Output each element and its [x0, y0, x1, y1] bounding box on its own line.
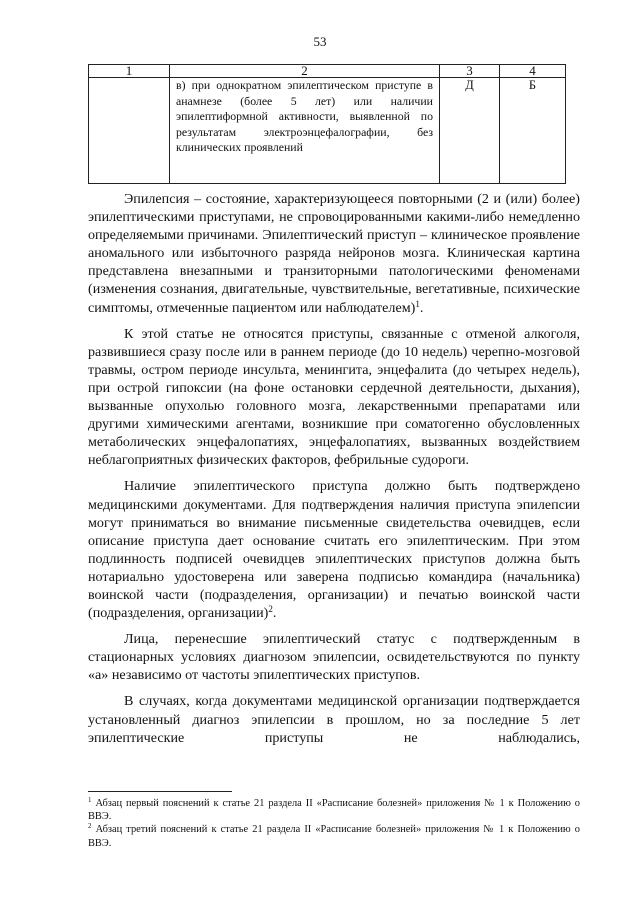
- disease-schedule-table: [88, 64, 566, 184]
- paragraph-text: В случаях, когда документами медицинской организации подтверждается установленный диагноз эпилепсии в прошлом, но за последние 5 лет эпилептические приступы не наблюдались,: [88, 693, 580, 746]
- paragraph: [88, 477, 580, 622]
- footnote-number: 1: [88, 796, 92, 804]
- footnote: [88, 823, 580, 849]
- footnote: [88, 797, 580, 823]
- footnote-ref: 1: [415, 298, 420, 309]
- paragraph: [88, 692, 580, 746]
- paragraph-tail: .: [419, 299, 424, 316]
- table-header-cell: 2: [170, 65, 440, 78]
- category-cell: Б: [500, 78, 566, 184]
- footnote-separator: [88, 791, 232, 792]
- condition-description-cell: в) при однократном эпилептическом приступе в анамнезе (более 5 лет) или наличии эпилептиформной активности, выявленной по результатам электроэнцефалографии, без клинических проявлений: [170, 78, 440, 184]
- footnote-text: Абзац третий пояснений к статье 21 раздела II «Расписание болезней» приложения № 1 к Положению о ВВЭ.: [88, 824, 580, 849]
- paragraph-text: Эпилепсия – состояние, характеризующееся повторными (2 и (или) более) эпилептическими приступами, не спровоцированными какими-либо немедленно определяемыми причинами. Эпилептический приступ – клиническое проявление аномального или избыточного разряда нейронов мозга. Клиническая картина представлена внезапными и транзиторными патологическими феноменами (изменения сознания, двигательные, чувствительные, вегетативные, психические симптомы, отмеченные пациентом или наблюдателем): [88, 191, 580, 316]
- paragraph-text: Лица, перенесшие эпилептический статус с подтвержденным в стационарных условиях диагнозом эпилепсии, освидетельствуются по пункту «а» независимо от частоты эпилептических приступов.: [88, 631, 580, 684]
- footnote-text: Абзац первый пояснений к статье 21 раздела II «Расписание болезней» приложения № 1 к Положению о ВВЭ.: [88, 798, 580, 823]
- body-text: [88, 190, 580, 747]
- paragraph: [88, 630, 580, 684]
- paragraph-text: Наличие эпилептического приступа должно быть подтверждено медицинскими документами. Для подтверждения наличия приступа эпилепсии могут приниматься во внимание письменные свидетельства очевидцев, если описание приступа дает основание считать его эпилептическим. При этом подлинность подписей очевидцев эпилептических приступов должна быть нотариально удостоверена или заверена подписью командира (начальника) воинской части (подразделения, организации) и печатью воинской части (подразделения, организации): [88, 478, 580, 622]
- footnote-ref: 2: [268, 604, 273, 615]
- table-row: [89, 78, 566, 184]
- page-number: 53: [313, 34, 327, 49]
- table-header-row: [89, 65, 566, 78]
- article-cell: [89, 78, 170, 184]
- category-cell: Д: [440, 78, 500, 184]
- footnotes: [88, 797, 580, 850]
- table-header-cell: 3: [440, 65, 500, 78]
- table-header-cell: 1: [89, 65, 170, 78]
- footnote-number: 2: [88, 822, 92, 831]
- paragraph-text: К этой статье не относятся приступы, связанные с отменой алкоголя, развившиеся сразу после или в раннем периоде (до 10 недель) черепно-мозговой травмы, остром периоде инсульта, менингита, энцефалита (до четырех недель), при острой гипоксии (на фоне остановки сердечной деятельности, дыхания), вызванные опухолью головного мозга, лекарственными препаратами или другими химическими агентами, возникшие при соматогенно обусловленных метаболических энцефалопатиях, энцефалопатиях, вызванных воздействием неблагоприятных физических факторов, фебрильные судороги.: [88, 325, 580, 469]
- paragraph-tail: .: [272, 605, 277, 622]
- table-header-cell: 4: [500, 65, 566, 78]
- paragraph: [88, 325, 580, 470]
- paragraph: [88, 190, 580, 317]
